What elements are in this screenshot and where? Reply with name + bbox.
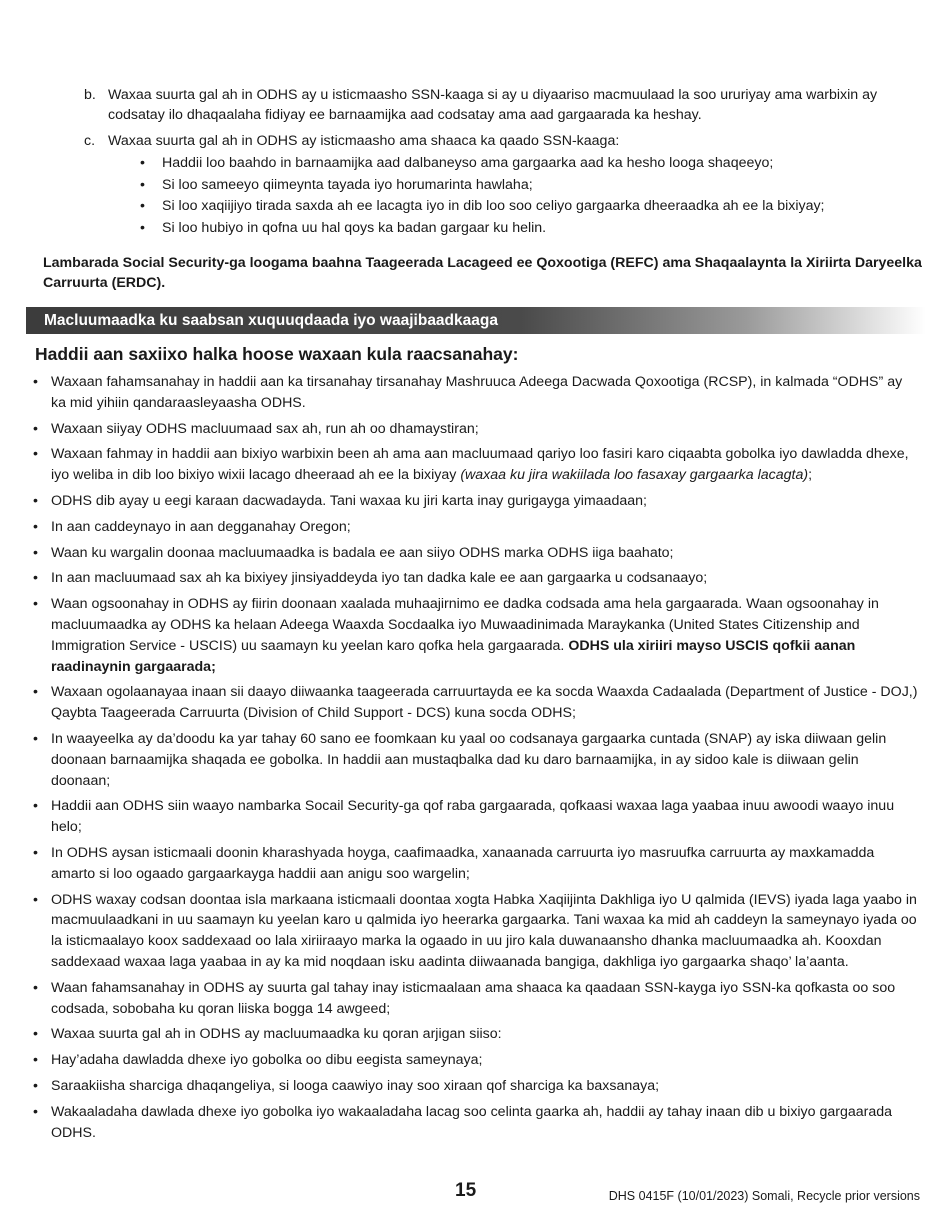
list-item: • Waxaan ogolaanayaa inaan sii daayo diiwaanka taageerada carruurtayda ee ka socda Waaxda Cadaalada (Department of Justice - DOJ,) Qaybta Taageerada Carruurta (Division of Child Support - DCS) kuna socda ODHS; <box>33 684 918 722</box>
list-item: • Waan ogsoonahay in ODHS ay fiirin doonaan xaalada muhaajirnimo ee dadka codsada ama hela gargaarada. Waan ogsoonahay in macluumaadka ay ODHS ka helaan Adeega Waaxda Socdaalka iyo Muwaadinimada Maraykanka (United States Citizenship and Immigration Service - USCIS) uu saamayn ku yeelan karo qofka hela gargaarada. ODHS ula xiriiri mayso USCIS qofkii aanan raadinaynin gargaarada; <box>33 596 879 675</box>
list-item: • In waayeelka ay da’doodu ka yar tahay 60 sano ee foomkaan ku yaal oo codsanaya gargaarka cuntada (SNAP) ay iska diiwaan gelin doonaan barnaamijka shaqada ee gobolka. In haddii aan mustaqbalka dad ku daro barnaamijka, in ay sidoo kale is diiwaan gelin doonaan; <box>33 730 887 789</box>
list-item: • Waxaa suurta gal ah in ODHS ay macluumaadka ku qoran arjigan siiso: <box>33 1026 502 1043</box>
list-item: • ODHS dib ayay u eegi karaan dacwadayda. Tani waxaa ku jiri karta inay gurigayga yimaadaan; <box>33 492 647 509</box>
list-item: • Hay’adaha dawladda dhexe iyo gobolka oo dibu eegista sameynaya; <box>33 1052 483 1069</box>
sub-bullet: • Si loo sameeyo qiimeynta tayada iyo horumarinta hawlaha; <box>140 176 533 193</box>
section-heading: Haddii aan saxiixo halka hoose waxaan kula raacsanahay: <box>35 344 519 364</box>
list-item: • Haddii aan ODHS siin waayo nambarka Socail Security-ga qof raba gargaarada, qofkaasi waxaa laga yaabaa inuu awoodi waayo inuu helo; <box>33 798 895 836</box>
list-item: • Wakaaladaha dawlada dhexe iyo gobolka iyo wakaaladaha lacag soo celinta gaarka ah, haddii ay tahay inaan dib u bixiyo gargaarada ODHS. <box>33 1103 893 1141</box>
list-item: • Waxaan siiyay ODHS macluumaad sax ah, run ah oo dhamaystiran; <box>33 420 479 437</box>
sub-bullet-list <box>132 153 884 239</box>
list-item: • Waxaan fahmay in haddii aan bixiyo warbixin been ah ama aan macluumaad qariyo loo fasiri karo ciqaabta gobolka iyo dawladda dhexe, iyo weliba in dib loo bixiyo wixii lacago dheeraad ah ee la bixiyay (waxaa ku jira wakiilada loo fasaxay gargaarka lacagta); <box>33 446 909 484</box>
list-item: • In aan macluumaad sax ah ka bixiyey jinsiyaddeyda iyo tan dadka kale ee aan gargaarka u codsanaayo; <box>33 570 708 587</box>
list-item: • Saraakiisha sharciga dhaqangeliya, si looga caawiyo inay soo xiraan qof sharciga ka baxsanaya; <box>33 1077 660 1094</box>
list-item: • Waan fahamsanahay in ODHS ay suurta gal tahay inay isticmaalaan ama shaaca ka qaadaan SSN-kayga iyo SSN-ka qofkasta oo soo codsada, sobobaha ku qoran liiska bogga 14 awgeed; <box>33 979 896 1017</box>
page-number: 15 <box>455 1180 477 1201</box>
sub-bullet: • Si loo xaqiijiyo tirada saxda ah ee lacagta iyo in dib loo soo celiyo gargaarka dheeraadka ah ee la bixiyay; <box>140 198 825 214</box>
list-item: • In ODHS aysan isticmaali doonin kharashyada hoyga, caafimaadka, xanaanada carruurta iyo masruufka carruurta ay maxkamadda amarto si loo ogaado gargaarkayga haddii aan anigu soo wargelin; <box>33 844 875 882</box>
lettered-item-c <box>84 131 884 239</box>
item-letter: b. <box>84 87 96 103</box>
sub-bullet: • Haddii loo baahdo in barnaamijka aad dalbaneyso ama gargaarka aad ka hesho looga shaqeeyo; <box>140 155 774 171</box>
agreement-list <box>33 372 919 1148</box>
sub-bullet: • Si loo hubiyo in qofna uu hal qoys ka badan gargaar ku helin. <box>140 219 547 236</box>
list-item: • In aan caddeynayo in aan degganahay Oregon; <box>33 518 351 535</box>
item-text: Waxaa suurta gal ah in ODHS ay u isticmaasho SSN-kaaga si ay u diyaariso macmuulaad la soo ururiyay ama warbixin ay codsatay ilo dhaqaalaha fidiyay ee barnaamijka aad codsatay ama aad gargaarada ka heshay. <box>108 87 878 123</box>
list-item: • Waxaan fahamsanahay in haddii aan ka tirsanahay tirsanahay Mashruuca Adeega Dacwada Qoxootiga (RCSP), in kalmada “ODHS” ay ka mid yihiin qandaraasleyaasha ODHS. <box>33 374 903 411</box>
item-letter: c. <box>84 133 96 149</box>
item-text: Waxaa suurta gal ah in ODHS ay isticmaasho ama shaaca ka qaado SSN-kaaga: <box>108 133 620 149</box>
list-item: • Waan ku wargalin doonaa macluumaadka is badala ee aan siiyo ODHS marka ODHS iiga baahato; <box>33 544 674 561</box>
lettered-list <box>84 85 884 245</box>
lettered-item-b <box>84 85 884 125</box>
ssn-notice: Lambarada Social Security-ga loogama baahna Taageerada Lacageed ee Qoxootiga (REFC) ama Shaqaalaynta la Xiriirta Daryeelka Carruurta (ERDC). <box>43 255 922 291</box>
form-identifier: DHS 0415F (10/01/2023) Somali, Recycle prior versions <box>608 1189 920 1203</box>
section-banner: Macluumaadka ku saabsan xuquuqdaada iyo waajibaadkaaga <box>26 307 926 334</box>
list-item: • ODHS waxay codsan doontaa isla markaana isticmaali doontaa xogta Habka Xaqiijinta Dakhliga iyo U qalmida (IEVS) iyada laga yaabo in macmuulaadkani in uu saamayn ku yeelan karo u qalmida iyo heerarka gargaarka. Tani waxaa ka mid ah caddeyn la sameynayo iyada oo la isticmaalayo koox saddexaad oo lala xiriiraayo marka la ogaado in uu jiro kala duwanaansho dhanka macluumaadka ah. Kooxdan saddexaad waxaa laga yaabaa in ay ka mid noqdaan isku aadinta diiwaanada bangiga, dakhliga iyo gargaarka shaqo’ la’aanta. <box>33 891 917 970</box>
